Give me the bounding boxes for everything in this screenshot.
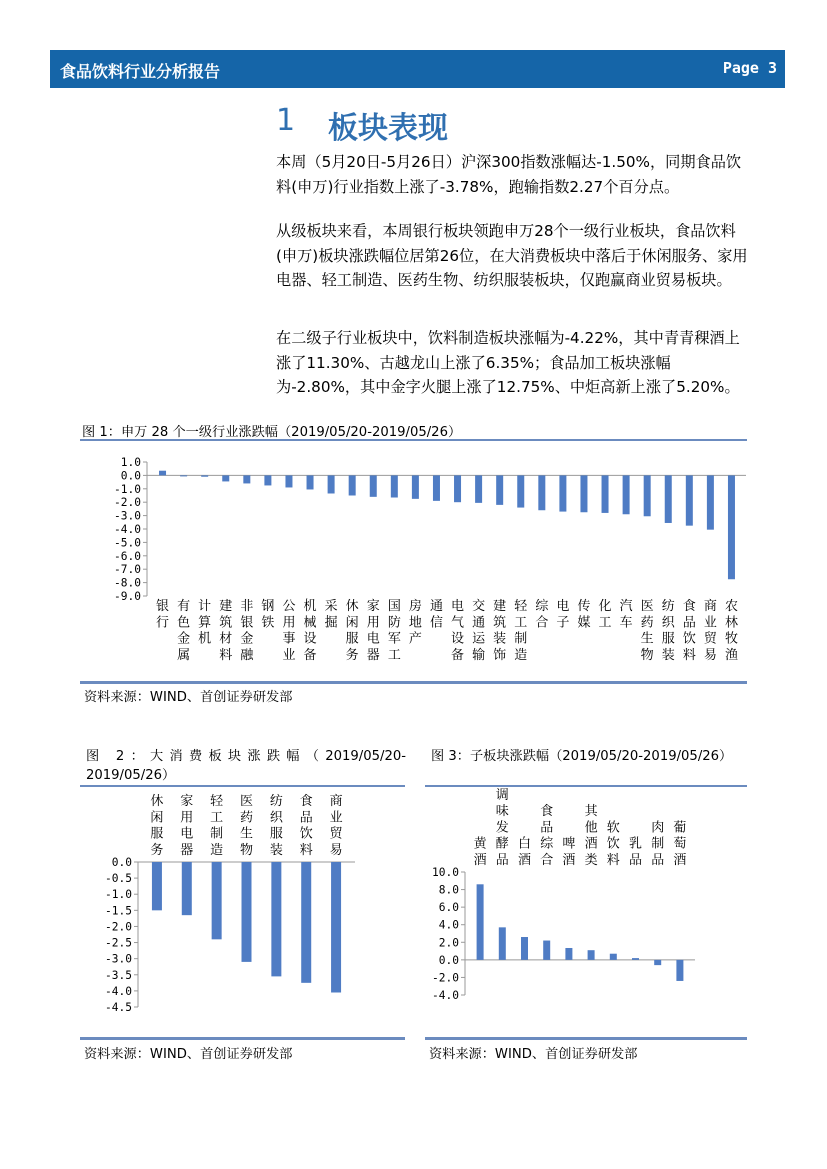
y-tick-label: -1.0 (114, 482, 141, 496)
y-tick-label: 0.0 (438, 953, 459, 967)
bar (475, 475, 482, 502)
bar (180, 475, 187, 476)
bar (676, 960, 683, 981)
category-label: 电气设备 (451, 599, 465, 663)
bar (559, 475, 566, 511)
figure-2-top-rule (80, 785, 405, 787)
category-label: 交通运输 (472, 599, 486, 663)
bar (588, 950, 595, 960)
figure-3-caption: 图 3：子板块涨跌幅（2019/05/20-2019/05/26） (431, 749, 733, 764)
bar (565, 948, 572, 960)
category-label: 黄酒 (473, 836, 487, 868)
category-label: 房地产 (408, 599, 422, 647)
y-tick-label: -2.0 (432, 971, 459, 985)
category-label: 软饮料 (606, 820, 620, 868)
category-label: 医药生物 (239, 794, 254, 858)
category-label: 有色金属 (177, 599, 191, 663)
category-label: 家用电器 (180, 794, 194, 858)
bar (271, 862, 281, 976)
y-tick-label: 6.0 (438, 901, 459, 915)
category-label: 调味发酵品 (495, 788, 509, 868)
figure-3-bottom-rule (425, 1037, 747, 1040)
bar (644, 475, 651, 516)
bar (328, 475, 335, 493)
y-tick-label: -3.0 (114, 509, 141, 523)
category-label: 乳品 (628, 836, 643, 868)
figure-1-top-rule (80, 439, 747, 441)
y-tick-label: -2.5 (105, 936, 132, 950)
category-label: 汽车 (619, 599, 633, 631)
category-label: 食品饮料 (299, 794, 313, 858)
section-number: 1 (276, 103, 296, 138)
bar (152, 862, 162, 910)
report-header-bar (50, 50, 785, 88)
y-tick-label: 2.0 (438, 936, 459, 950)
category-label: 非银金融 (240, 599, 254, 663)
paragraph-1: 本周（5月20日-5月26日）沪深300指数涨幅达-1.50%，同期食品饮料(申万)行业指数上涨了-3.78%，跑输指数2.27个百分点。 (276, 153, 742, 196)
paragraph-2: 从级板块来看，本周银行板块领跑申万28个一级行业板块，食品饮料(申万)板块涨跌幅位居第26位，在大消费板块中落后于休闲服务、家用电器、轻工制造、医药生物、纺织服装板块，仅跑赢商业贸易板块。 (276, 222, 748, 289)
category-label: 农林牧渔 (724, 599, 738, 663)
category-label: 银行 (156, 599, 170, 631)
y-tick-label: 0.0 (120, 469, 141, 483)
bar (665, 475, 672, 523)
category-label: 家用电器 (366, 599, 380, 663)
category-label: 采掘 (324, 599, 338, 631)
bar (222, 475, 229, 481)
y-tick-label: -3.0 (105, 952, 132, 966)
bar (580, 475, 587, 512)
category-label: 其他酒类 (584, 804, 598, 868)
bar (517, 475, 524, 507)
y-tick-label: -5.0 (114, 536, 141, 550)
category-label: 传媒 (577, 599, 591, 631)
category-label: 休闲服务 (345, 599, 359, 663)
category-label: 食品饮料 (682, 599, 696, 663)
bar (477, 884, 484, 960)
paragraph-3: 在二级子行业板块中，饮料制造板块涨幅为-4.22%，其中青青稞酒上涨了11.30%、古越龙山上涨了6.35%；食品加工板块涨幅为-2.80%，其中金字火腿上涨了12.75%、中炬高新上涨了5.20%。 (276, 329, 740, 396)
figure-1-chart (80, 442, 747, 680)
bar (632, 958, 639, 960)
category-label: 轻工制造 (210, 794, 224, 858)
bar (349, 475, 356, 495)
y-tick-label: -4.0 (105, 984, 132, 998)
y-tick-label: -8.0 (114, 576, 141, 590)
bar (686, 475, 693, 525)
y-tick-label: -2.0 (114, 496, 141, 510)
category-label: 机械设备 (303, 599, 317, 663)
bar (159, 471, 166, 476)
bar (242, 862, 252, 962)
bar (454, 475, 461, 502)
bar (499, 927, 506, 960)
bar (412, 475, 419, 498)
y-tick-label: -7.0 (114, 563, 141, 577)
category-label: 轻工制造 (514, 599, 528, 663)
figure-2-chart (80, 788, 405, 1036)
y-tick-label: -2.0 (105, 920, 132, 934)
y-tick-label: -1.0 (105, 888, 132, 902)
category-label: 商业贸易 (703, 599, 717, 663)
category-label: 通信 (429, 599, 443, 631)
category-label: 纺织服装 (269, 794, 283, 858)
figure-1-bottom-rule (80, 681, 747, 684)
figure-2-caption: 图 2：大消费板块涨跌幅（2019/05/20-2019/05/26） (86, 749, 406, 783)
figure-2-bottom-rule (80, 1037, 405, 1040)
bar (433, 475, 440, 500)
y-tick-label: 4.0 (438, 918, 459, 932)
category-label: 电子 (556, 599, 570, 631)
bar (307, 475, 314, 489)
figure-1-caption: 图 1：申万 28 个一级行业涨跌幅（2019/05/20-2019/05/26） (82, 425, 462, 440)
bar (182, 862, 192, 915)
bar (521, 937, 528, 960)
category-label: 肉制品 (651, 820, 665, 868)
figure-1-source: 资料来源：WIND、首创证券研发部 (84, 690, 293, 705)
category-label: 葡萄酒 (673, 820, 687, 868)
bar (285, 475, 292, 487)
category-label: 商业贸易 (329, 794, 343, 858)
category-label: 啤酒 (562, 836, 576, 868)
category-label: 白酒 (517, 836, 532, 868)
y-tick-label: -4.5 (105, 1001, 132, 1014)
bar (728, 475, 735, 579)
y-tick-label: 1.0 (120, 456, 141, 469)
bar (707, 475, 714, 529)
category-label: 钢铁 (261, 599, 275, 631)
report-title: 食品饮料行业分析报告 (60, 62, 221, 81)
y-tick-label: -0.5 (105, 872, 132, 886)
y-tick-label: 0.0 (111, 856, 132, 869)
category-label: 医药生物 (640, 599, 654, 663)
category-label: 休闲服务 (150, 794, 164, 858)
figure-3-source: 资料来源：WIND、首创证券研发部 (429, 1047, 638, 1062)
y-tick-label: -3.5 (105, 968, 132, 982)
page-number: Page 3 (722, 59, 777, 77)
bar (391, 475, 398, 497)
y-tick-label: 8.0 (438, 883, 459, 897)
y-tick-label: -4.0 (114, 523, 141, 536)
bar (331, 862, 341, 993)
category-label: 计算机 (198, 599, 212, 647)
category-label: 食品综合 (540, 804, 554, 868)
category-label: 综合 (535, 599, 549, 631)
bar (602, 475, 609, 513)
bar (370, 475, 377, 496)
bar (543, 941, 550, 960)
category-label: 化工 (598, 599, 612, 631)
bar (201, 475, 208, 476)
bar (212, 862, 222, 939)
category-label: 建筑装饰 (493, 599, 507, 663)
bar (301, 862, 311, 983)
bar (264, 475, 271, 485)
bar (538, 475, 545, 510)
y-tick-label: -4.0 (432, 989, 459, 1002)
figure-3-chart (425, 788, 747, 1036)
category-label: 公用事业 (282, 599, 296, 663)
y-tick-label: -1.5 (105, 904, 132, 918)
y-tick-label: -9.0 (114, 590, 141, 603)
bar (623, 475, 630, 514)
y-tick-label: -6.0 (114, 549, 141, 563)
figure-3-top-rule (425, 785, 747, 787)
category-label: 建筑材料 (219, 599, 233, 663)
bar (243, 475, 250, 483)
category-label: 国防军工 (387, 599, 401, 663)
bar (654, 960, 661, 965)
y-tick-label: 10.0 (432, 866, 459, 879)
bar (610, 954, 617, 960)
category-label: 纺织服装 (661, 599, 675, 663)
section-title: 板块表现 (328, 111, 448, 146)
figure-2-source: 资料来源：WIND、首创证券研发部 (84, 1047, 293, 1062)
bar (496, 475, 503, 504)
